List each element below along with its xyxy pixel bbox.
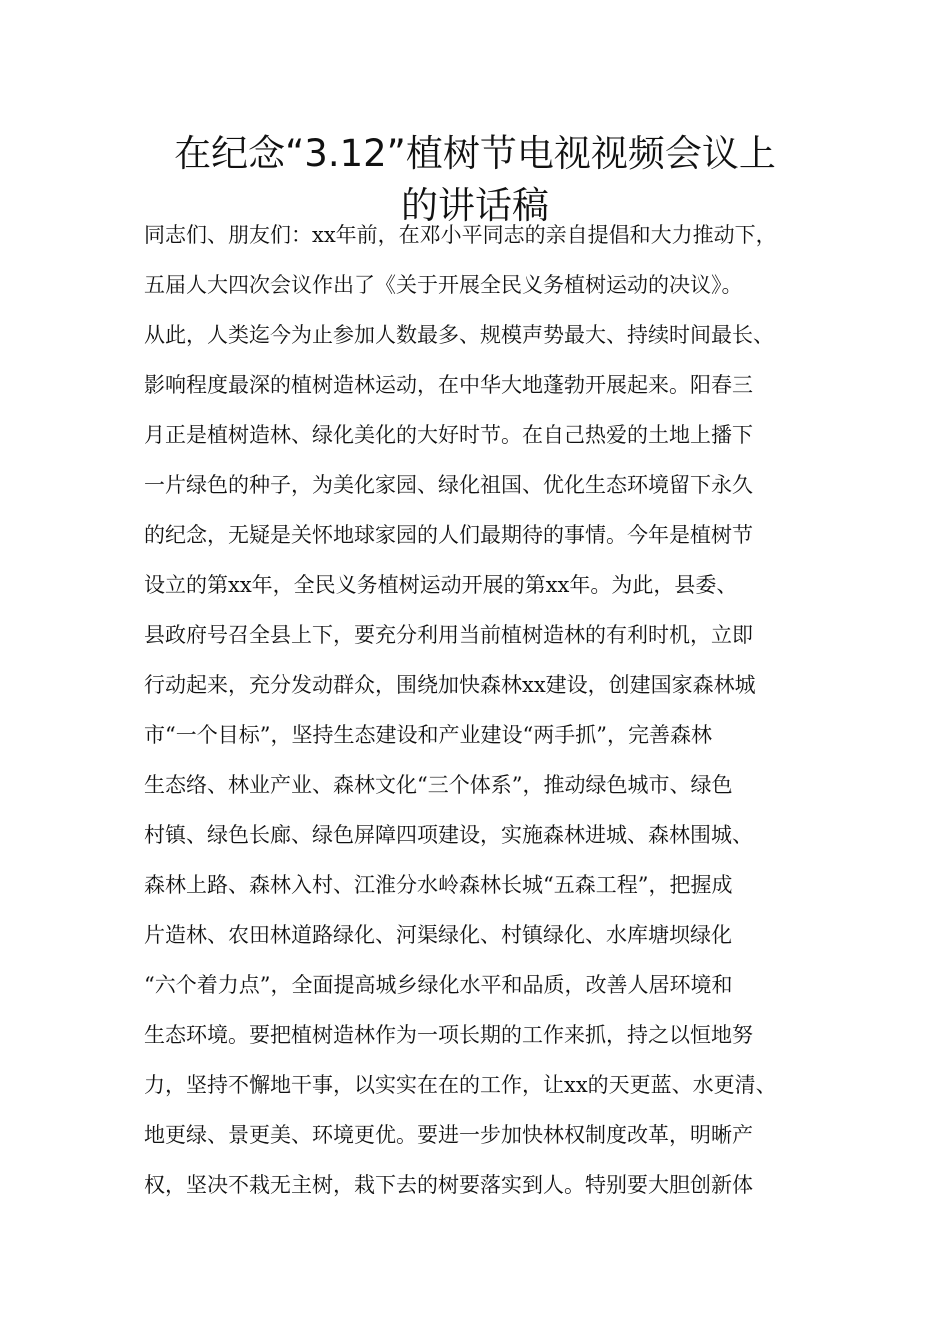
body-line: 力，坚持不懈地干事，以实实在在的工作，让xx的天更蓝、水更清、 (144, 1073, 777, 1097)
body-line: 设立的第xx年，全民义务植树运动开展的第xx年。为此，县委、 (144, 573, 738, 597)
body-line: 的纪念，无疑是关怀地球家园的人们最期待的事情。今年是植树节 (144, 523, 753, 547)
title-line: 的讲话稿 (401, 184, 549, 227)
body-line: 月正是植树造林、绿化美化的大好时节。在自己热爱的土地上播下 (144, 423, 753, 447)
body-line: 从此，人类迄今为止参加人数最多、规模声势最大、持续时间最长、 (144, 323, 774, 347)
body-line: 片造林、农田林道路绿化、河渠绿化、村镇绿化、水库塘坝绿化 (144, 923, 732, 947)
document-body (144, 210, 834, 1210)
body-line: 森林上路、森林入村、江淮分水岭森林长城“五森工程”，把握成 (144, 873, 733, 897)
body-line: 县政府号召全县上下，要充分利用当前植树造林的有利时机，立即 (144, 623, 753, 647)
body-line: 生态环境。要把植树造林作为一项长期的工作来抓，持之以恒地努 (144, 1023, 753, 1047)
body-line: 权，坚决不栽无主树，栽下去的树要落实到人。特别要大胆创新体 (144, 1173, 753, 1197)
body-line: 影响程度最深的植树造林运动，在中华大地蓬勃开展起来。阳春三 (144, 373, 753, 397)
body-line: 行动起来，充分发动群众，围绕加快森林xx建设，创建国家森林城 (144, 673, 756, 697)
body-line: “六个着力点”，全面提高城乡绿化水平和品质，改善人居环境和 (144, 973, 733, 997)
body-line: 市“一个目标”，坚持生态建设和产业建设“两手抓”，完善森林 (144, 723, 712, 747)
title-line: 在纪念“3.12”植树节电视视频会议上 (174, 132, 776, 175)
body-line: 一片绿色的种子，为美化家园、绿化祖国、优化生态环境留下永久 (144, 473, 753, 497)
body-line: 生态络、林业产业、森林文化“三个体系”，推动绿色城市、绿色 (144, 773, 733, 797)
body-line: 地更绿、景更美、环境更优。要进一步加快林权制度改革，明晰产 (144, 1123, 753, 1147)
body-line: 五届人大四次会议作出了《关于开展全民义务植树运动的决议》。 (144, 273, 743, 297)
body-line: 村镇、绿色长廊、绿色屏障四项建设，实施森林进城、森林围城、 (144, 823, 753, 847)
body-line: 同志们、朋友们：xx年前，在邓小平同志的亲自提倡和大力推动下， (144, 223, 777, 247)
